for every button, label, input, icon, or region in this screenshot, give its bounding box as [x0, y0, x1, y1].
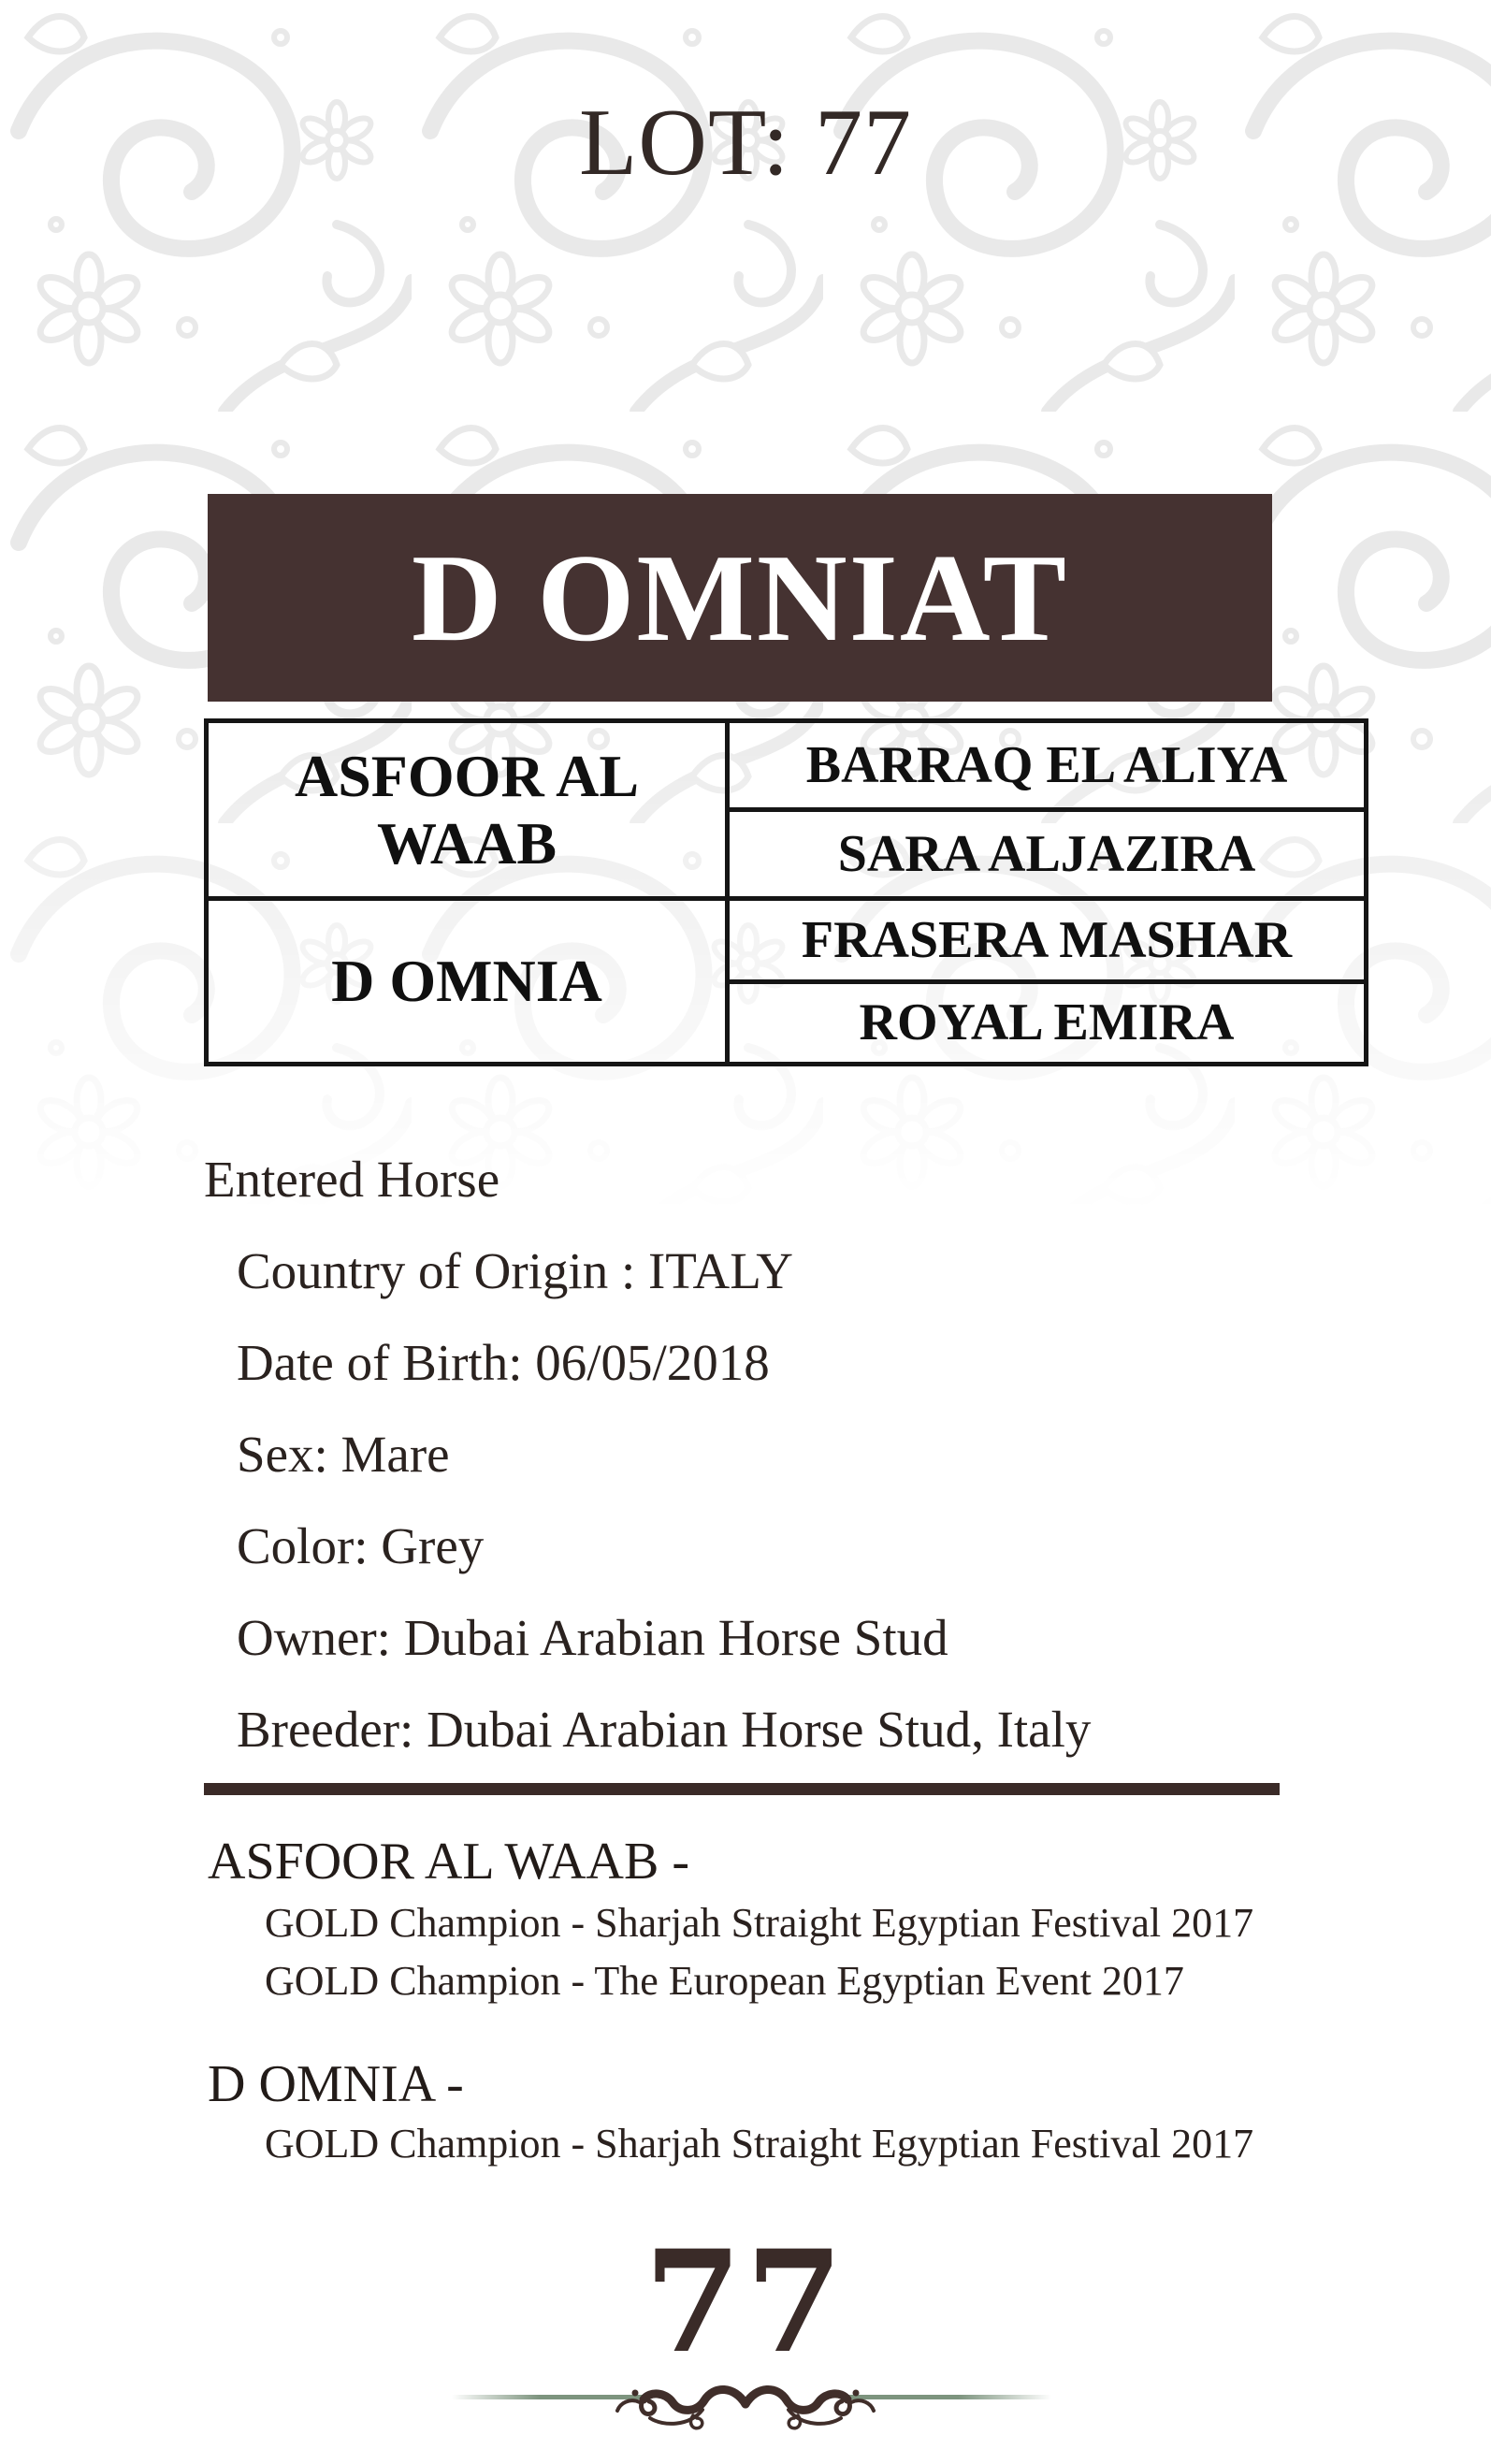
achievement-horse-name: ASFOOR AL WAAB - — [208, 1833, 689, 1891]
achievement-horse-name: D OMNIA - — [208, 2055, 464, 2113]
lot-number-heading: LOT: 77 — [578, 90, 913, 196]
horse-name: D OMNIAT — [411, 529, 1069, 667]
section-divider-rule — [204, 1783, 1280, 1795]
horse-name-banner — [208, 494, 1272, 702]
detail-owner: Owner: Dubai Arabian Horse Stud — [237, 1609, 948, 1666]
entered-horse-details — [204, 1134, 1091, 1776]
details-heading: Entered Horse — [204, 1151, 500, 1208]
detail-breeder: Breeder: Dubai Arabian Horse Stud, Italy — [237, 1701, 1092, 1758]
pedigree-sire-sire-cell: BARRAQ EL ALIYA — [728, 721, 1367, 810]
pedigree-table — [204, 718, 1368, 1066]
flourish-ornament-icon — [605, 2369, 886, 2434]
detail-color: Color: Grey — [237, 1517, 485, 1574]
pedigree-sire-cell: ASFOOR AL WAAB — [207, 721, 728, 899]
footer-divider — [0, 2367, 1491, 2434]
detail-date-of-birth: Date of Birth: 06/05/2018 — [237, 1334, 770, 1391]
detail-country-of-origin: Country of Origin : ITALY — [237, 1242, 794, 1299]
pedigree-dam-cell: D OMNIA — [207, 899, 728, 1065]
achievement-item: GOLD Champion - The European Egyptian Event 2017 — [265, 1958, 1184, 2004]
pedigree-sire-dam-cell: SARA ALJAZIRA — [728, 810, 1367, 899]
footer-lot-number: 77 — [644, 2220, 847, 2384]
table-row — [207, 721, 1367, 810]
detail-sex: Sex: Mare — [237, 1426, 450, 1483]
achievement-item: GOLD Champion - Sharjah Straight Egyptian Festival 2017 — [265, 2121, 1254, 2167]
pedigree-dam-dam-cell: ROYAL EMIRA — [728, 981, 1367, 1064]
table-row — [207, 899, 1367, 981]
achievement-item: GOLD Champion - Sharjah Straight Egyptian Festival 2017 — [265, 1900, 1254, 1946]
pedigree-dam-sire-cell: FRASERA MASHAR — [728, 899, 1367, 981]
